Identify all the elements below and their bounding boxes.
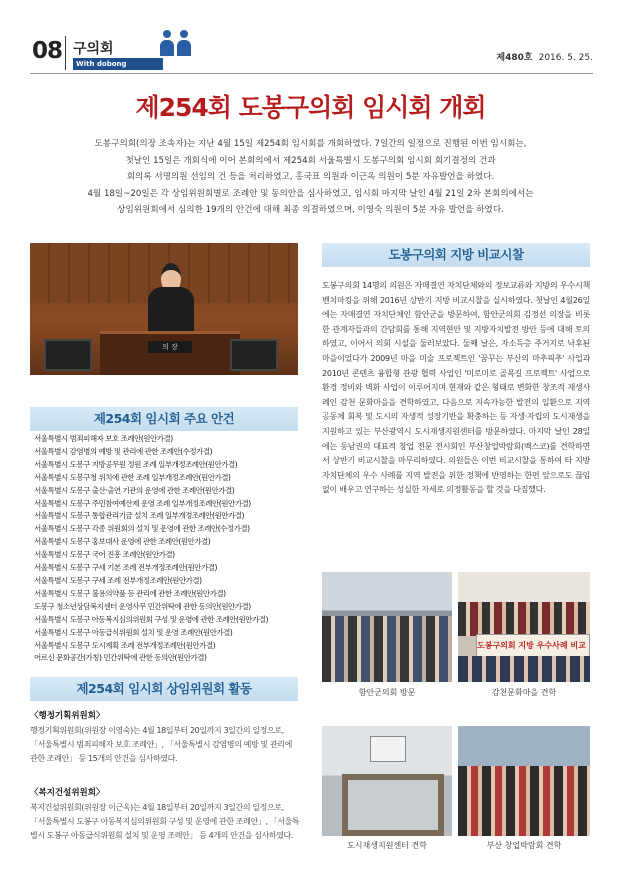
agenda-item: 서울특별시 도봉구 통합관리기금 설치 조례 일부개정조례안(원안가결) [34,511,244,521]
intro-line: 회의록 서명의원 선임의 건 등을 처리하였고, 홍국표 의원과 이근옥 의원이 5분 자유발언을 하였다. [126,172,495,182]
intro-line: 첫날인 15일은 개회식에 이어 본회의에서 제254회 서울특별시 도봉구의회 임시회 회기결정의 건과 [125,155,496,166]
committee-text: 행정기획위원회(위원장 이영숙)는 4월 18일부터 20일까지 3일간의 일정으로, 「서울특별시 범죄피해자 보호 조례안」, 「서울특별시 감염병의 예방 및 관리에 관한 조례안」 등 15개의 안건을 심사하였다. [30,726,292,763]
issue-date: 2016. 5. 25. [538,53,593,63]
chairperson-photo [30,243,298,375]
issue-info [496,50,593,63]
photo-caption: 도시재생지원센터 견학 [347,841,427,850]
committee-name: 〈복지건설위원회〉 [30,788,105,798]
gamcheon-village-photo [458,572,590,682]
photo-caption: 함안군의회 방문 [358,688,416,697]
photo-caption: 감천문화마을 견학 [491,688,557,697]
agenda-item: 서울특별시 도봉구 출산·출연 기관의 운영에 관한 조례안(원안가결) [34,485,235,495]
agenda-item: 어르신 문화공간(가칭) 민간위탁에 관한 동의안(원안가결) [34,653,207,663]
article-title: 제254회 도봉구의회 임시회 개회 [135,93,486,122]
section-title: 구의회 [73,41,114,57]
committee-name: 〈행정기획위원회〉 [30,711,105,721]
issue-number: 제480호 [496,53,533,63]
agenda-item: 서울특별시 도봉구 구세 조례 전부개정조례안(원안가결) [34,575,202,585]
agenda-item: 서울특별시 도봉구 주민참여예산제 운영 조례 일부개정조례안(원안가결) [34,498,251,508]
committee-text: 복지건설위원회(위원장 이근옥)는 4월 18일부터 20일까지 3일간의 일정으로, 「서울특별시 도봉구 아동복지심의위원회 구성 및 운영에 관한 조례안」, 「서울특별시 도봉구 아동급식위원회 설치 및 운영 조례안」 등 4개의 안건을 심사하였다. [30,803,300,840]
header-rule [30,73,593,74]
photo-banner: 도봉구의회 지방 우수사례 비교 [476,634,590,658]
nameplate: 의 장 [148,341,192,353]
agenda-item: 도봉구 청소년상담복지센터 운영사무 민간위탁에 관한 동의안(원안가결) [34,601,251,611]
startup-expo-photo [458,726,590,836]
page-number: 08 [32,38,63,64]
agenda-item: 서울특별시 도봉구 각종 위원회의 설치 및 운영에 관한 조례안(수정가결) [34,524,250,534]
agenda-item: 서울특별시 도봉구 불용의약품 등 관리에 관한 조례안(원안가결) [34,588,226,598]
committee-heading: 제254회 임시회 상임위원회 활동 [30,677,298,701]
haman-council-photo [322,572,452,682]
intro-line: 도봉구의회(의장 조속자)는 지난 4월 15일 제254회 임시회를 개회하였다. 7일간의 일정으로 진행된 이번 임시회는, [94,139,527,149]
agenda-item: 서울특별시 도봉구 국어 진흥 조례안(원안가결) [34,550,175,560]
person-icon [177,30,191,58]
study-heading: 도봉구의회 지방 비교시찰 [322,243,590,267]
agenda-heading: 제254회 임시회 주요 안건 [30,407,298,431]
intro-line: 4월 18일~20일은 각 상임위원회별로 조례안 및 동의안을 심사하였고, 임시회 마지막 날인 4월 21일 2차 본회의에서는 [87,188,534,199]
urban-regeneration-photo [322,726,452,836]
agenda-item: 서울특별시 도봉구 아동복지심의위원회 구성 및 운영에 관한 조례안(원안가결) [34,614,268,624]
agenda-item: 서울특별시 도봉구 지방공무원 정원 조례 일부개정조례안(원안가결) [34,459,238,469]
section-tag-bar [73,58,163,70]
people-icon [160,30,194,62]
podium [100,331,240,375]
intro-paragraph [70,136,551,219]
agenda-item: 서울특별시 도봉구 아동급식위원회 설치 및 운영 조례안(원안가결) [34,627,233,637]
monitor-right [230,339,278,371]
person-icon [160,30,174,58]
intro-line: 상임위원회에서 심의한 19개의 안건에 대해 최종 의결하였으며, 이영숙 의원이 5분 자유 발언을 하였다. [117,205,504,215]
agenda-list [34,433,299,665]
monitor-left [44,339,92,371]
agenda-item: 서울특별시 도봉구청 위치에 관한 조례 일부개정조례안(원안가결) [34,472,231,482]
agenda-item: 서울특별시 도봉구 홍보대사 운영에 관한 조례안(원안가결) [34,537,211,547]
study-body: 도봉구의회 14명의 의원은 자매결연 자치단체와의 정보교류와 지방의 우수시책 벤치마킹을 위해 2016년 상반기 지방 비교시찰을 실시하였다. 첫날인 4월26일에는 자매결연 자치단체인 함안군을 방문하여, 함안군의회 김정선 의장을 비롯한 관계자들과의 간담회를 통해 지역현안 및 지방자치발전 방안 등에 대해 토의하였고, 이어서 의회 시설을 둘러보았다. 둘째 날은, 자소득층 주거지로 낙후된 마을이었다가 2009년 마을 미술 프로젝트인 '꿈꾸는 부산의 마추픽추' 사업과 2010년 콘텐츠 융합형 관광 협력 사업인 '미로미로 골목길 프로젝트' 사업으로 환경 정비와 벽화 사업이 이루어지며 현재와 같은 형태로 변화한 창조적 재생사례인 감천 문화마을을 견학하였고, 다음으로 지속가능한 발전의 일환으로 지역 공동체 회복 및 도시의 자생적 성장기반을 확충하는 등 자생·자립의 도시재생을 지원하고 있는 부산광역시 도시재생지원센터를 방문하였다. 마지막 날인 28일에는 동남권의 대표적 창업 전문 전시회인 부산창업박람회(벡스코)를 견학하면서 상반기 비교시찰을 마무리하였다. 의원들은 이번 비교시찰을 통하여 타 지방자치단체의 우수 사례를 지역 발전을 위한 정책에 반영하는 한편 앞으로도 끊임없이 배우고 연구하는 성실한 자세로 의정활동을 할 것을 다짐했다. [322,280,590,495]
agenda-item: 서울특별시 도봉구 도시계획 조례 전부개정조례안(원안가결) [34,640,216,650]
speaker-figure [148,263,194,335]
agenda-item: 서울특별시 도봉구 구세 기본 조례 전부개정조례안(원안가결) [34,563,217,573]
header-divider [65,36,66,70]
agenda-item: 서울특별시 범죄피해자 보호 조례안(원안가결) [34,434,173,443]
agenda-item: 서울특별시 감염병의 예방 및 관리에 관한 조례안(수정가결) [34,446,213,456]
section-tag: With dobong [76,60,127,68]
photo-caption: 부산 창업박람회 견학 [486,841,562,850]
